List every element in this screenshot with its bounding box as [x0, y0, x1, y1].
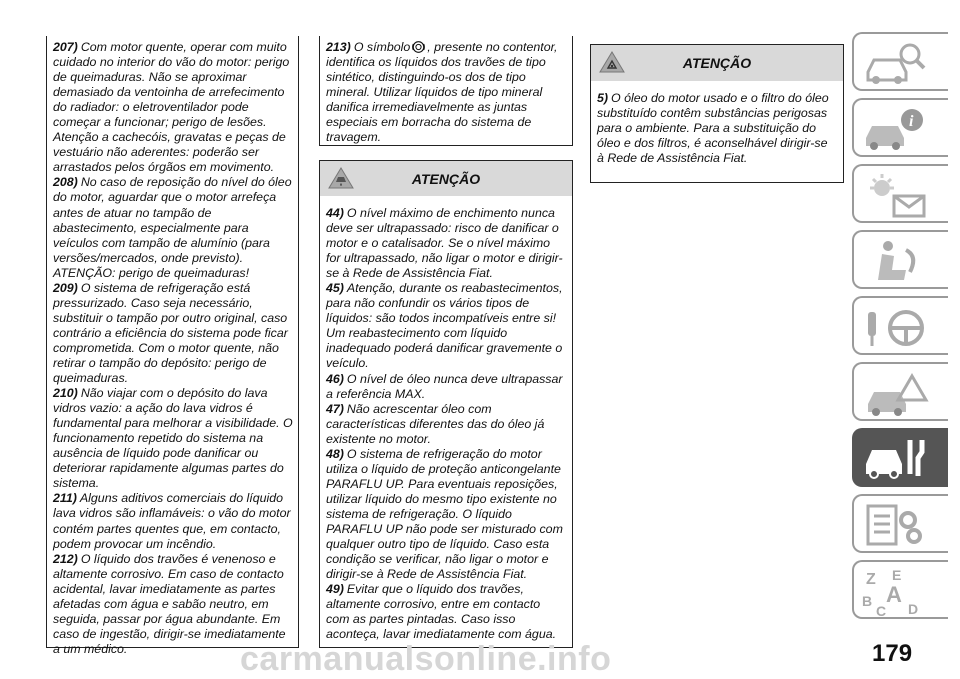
svg-text:Z: Z [866, 571, 876, 588]
notes-column-middle [319, 36, 573, 146]
svg-text:i: i [909, 113, 914, 130]
warning-box-environment [590, 44, 844, 183]
note-text: O símbolo [353, 40, 411, 54]
svg-text:B: B [862, 593, 873, 609]
car-road-warning-icon [862, 368, 934, 418]
notes-column-left [46, 36, 299, 656]
note-number: 48) [326, 446, 344, 461]
note-text: Atenção, durante os reabastecimentos, para não confundir os vários tipos de líquidos: são todos incompatíveis entre si! Um reabastecimento com líquido inadequado poderá danificar gravemente o veículo. [326, 281, 563, 371]
page-number: 179 [872, 640, 913, 667]
brake-fluid-symbol-icon [412, 41, 425, 53]
tab-warning-lights[interactable] [852, 164, 948, 223]
warning-title: ATENÇÃO [411, 171, 481, 187]
note-text: O sistema de refrigeração do motor utiliza o líquido de proteção anticongelante PARAFLU UP. Para eventuais reposições, utilizar líquido do mesmo tipo existente no sistema de refrigeração. O líquido PARAFLU UP não pode ser misturado com qualquer outro tipo de líquido. Caso esta condição se verificar, não ligar o motor e dirigir-se à Rede de Assistência Fiat. [326, 446, 563, 582]
note-number: 47) [326, 401, 344, 416]
note-text: Com motor quente, operar com muito cuidado no interior do vão do motor: perigo de queimaduras. Não se aproximar demasiado da ventoinha de arrefecimento do radiador: o eletroventilador pode começar a funcionar; perigo de lesões. Atenção a cachecóis, gravatas e peças de vestuário não aderentes: poderão ser arrastados pelos órgãos em movimento. [53, 40, 290, 175]
warning-box-body [591, 81, 843, 172]
warning-box-header [320, 161, 572, 196]
tab-technical-data[interactable] [852, 494, 948, 553]
note-number: 207) [53, 40, 78, 54]
car-maintenance-tools-icon [862, 434, 934, 484]
warning-box-body [320, 196, 572, 648]
note-number: 211) [53, 491, 77, 506]
note-number: 44) [326, 206, 344, 220]
car-magnifier-icon [862, 38, 934, 88]
note-number: 213) [326, 40, 351, 54]
note-text: Alguns aditivos comerciais do líquido lava vidros são inflamáveis: o vão do motor contém partes quentes que, em contacto, podem provocar um incêndio. [53, 491, 291, 551]
note-text: Não acrescentar óleo com características diferentes das do óleo já existente no motor. [326, 401, 545, 446]
note-text: No caso de reposição do nível do óleo do motor, aguardar que o motor arrefeça antes de atuar no tampão de abastecimento, especialmente para veículos com tampão de alumínio (para versões/mercados, onde previsto). ATENÇÃO: perigo de queimaduras! [53, 175, 292, 280]
alphabetical-index-icon [862, 566, 934, 616]
tab-emergency[interactable] [852, 362, 948, 421]
note-number: 208) [53, 175, 78, 190]
note-number: 209) [53, 280, 78, 295]
tab-index[interactable] [852, 560, 948, 619]
note-number: 46) [326, 371, 344, 386]
tab-servicing-care[interactable] [852, 428, 948, 487]
warning-light-message-icon [862, 170, 934, 220]
technical-data-gear-icon [862, 500, 934, 550]
note-text: O líquido dos travões é venenoso e altamente corrosivo. Em caso de contacto acidental, lavar imediatamente as partes afetadas com água e sabão neutro, em seguida, passar por água abundante. Em caso de ingestão, dirigir-se imediatamente a um médico. [53, 551, 286, 656]
tab-starting-driving[interactable] [852, 296, 948, 355]
note-text: O nível máximo de enchimento nunca deve ser ultrapassado: risco de danificar o motor e o catalisador. Se o nível máximo for ultrapassado, não ligar o motor e dirigir-se à Rede de Assistência Fiat. [326, 206, 563, 281]
warning-box-header [591, 45, 843, 81]
note-text: O óleo do motor usado e o filtro do óleo substituído contêm substâncias perigosas para o ambiente. Para a substituição do óleo e dos filtros, é aconselhável dirigir-se à Rede de Assistência Fiat. [597, 91, 829, 166]
svg-text:C: C [876, 603, 887, 616]
note-number: 45) [326, 281, 344, 296]
svg-text:D: D [908, 601, 919, 616]
note-text: O nível de óleo nunca deve ultrapassar a referência MAX. [326, 371, 563, 401]
svg-text:A: A [886, 582, 902, 607]
warning-title: ATENÇÃO [682, 55, 752, 71]
tab-getting-to-know-car[interactable] [852, 32, 948, 91]
seat-airbag-icon [862, 236, 934, 286]
note-number: 49) [326, 582, 344, 597]
note-number: 5) [597, 91, 609, 105]
warning-box-fluids [319, 160, 573, 648]
note-text: , presente no contentor, identifica os líquidos dos travões de tipo sintético, distinguindo-os dos de tipo mineral. Utilizar líquidos de tipo mineral danifica irremediavelmente as juntas especiais em borracha do sistema de travagem. [326, 40, 558, 145]
watermark: carmanualsonline.info [240, 640, 612, 678]
note-text: O sistema de refrigeração está pressurizado. Caso seja necessário, substituir o tampão por outro original, caso contrário a eficiência do sistema pode ficar comprometida. Com o motor quente, não retirar o tampão do depósito: perigo de queimaduras. [53, 280, 288, 386]
tab-safety[interactable] [852, 230, 948, 289]
car-info-icon [862, 104, 934, 154]
note-number: 210) [53, 386, 78, 401]
tab-knowing-instrument-panel[interactable] [852, 98, 948, 157]
note-number: 212) [53, 551, 78, 566]
svg-text:E: E [892, 567, 902, 583]
key-steering-wheel-icon [862, 302, 934, 352]
note-text: Não viajar com o depósito do lava vidros vazio: a ação do lava vidros é fundamental para melhorar a visibilidade. O funcionamento repetido do sistema na ausência de líquido pode danificar ou deteriorar rapidamente algumas partes do sistema. [53, 386, 293, 491]
note-text: Evitar que o líquido dos travões, altamente corrosivo, entre em contacto com as partes pintadas. Caso isso aconteça, lavar imediatamente com água. [326, 582, 557, 642]
